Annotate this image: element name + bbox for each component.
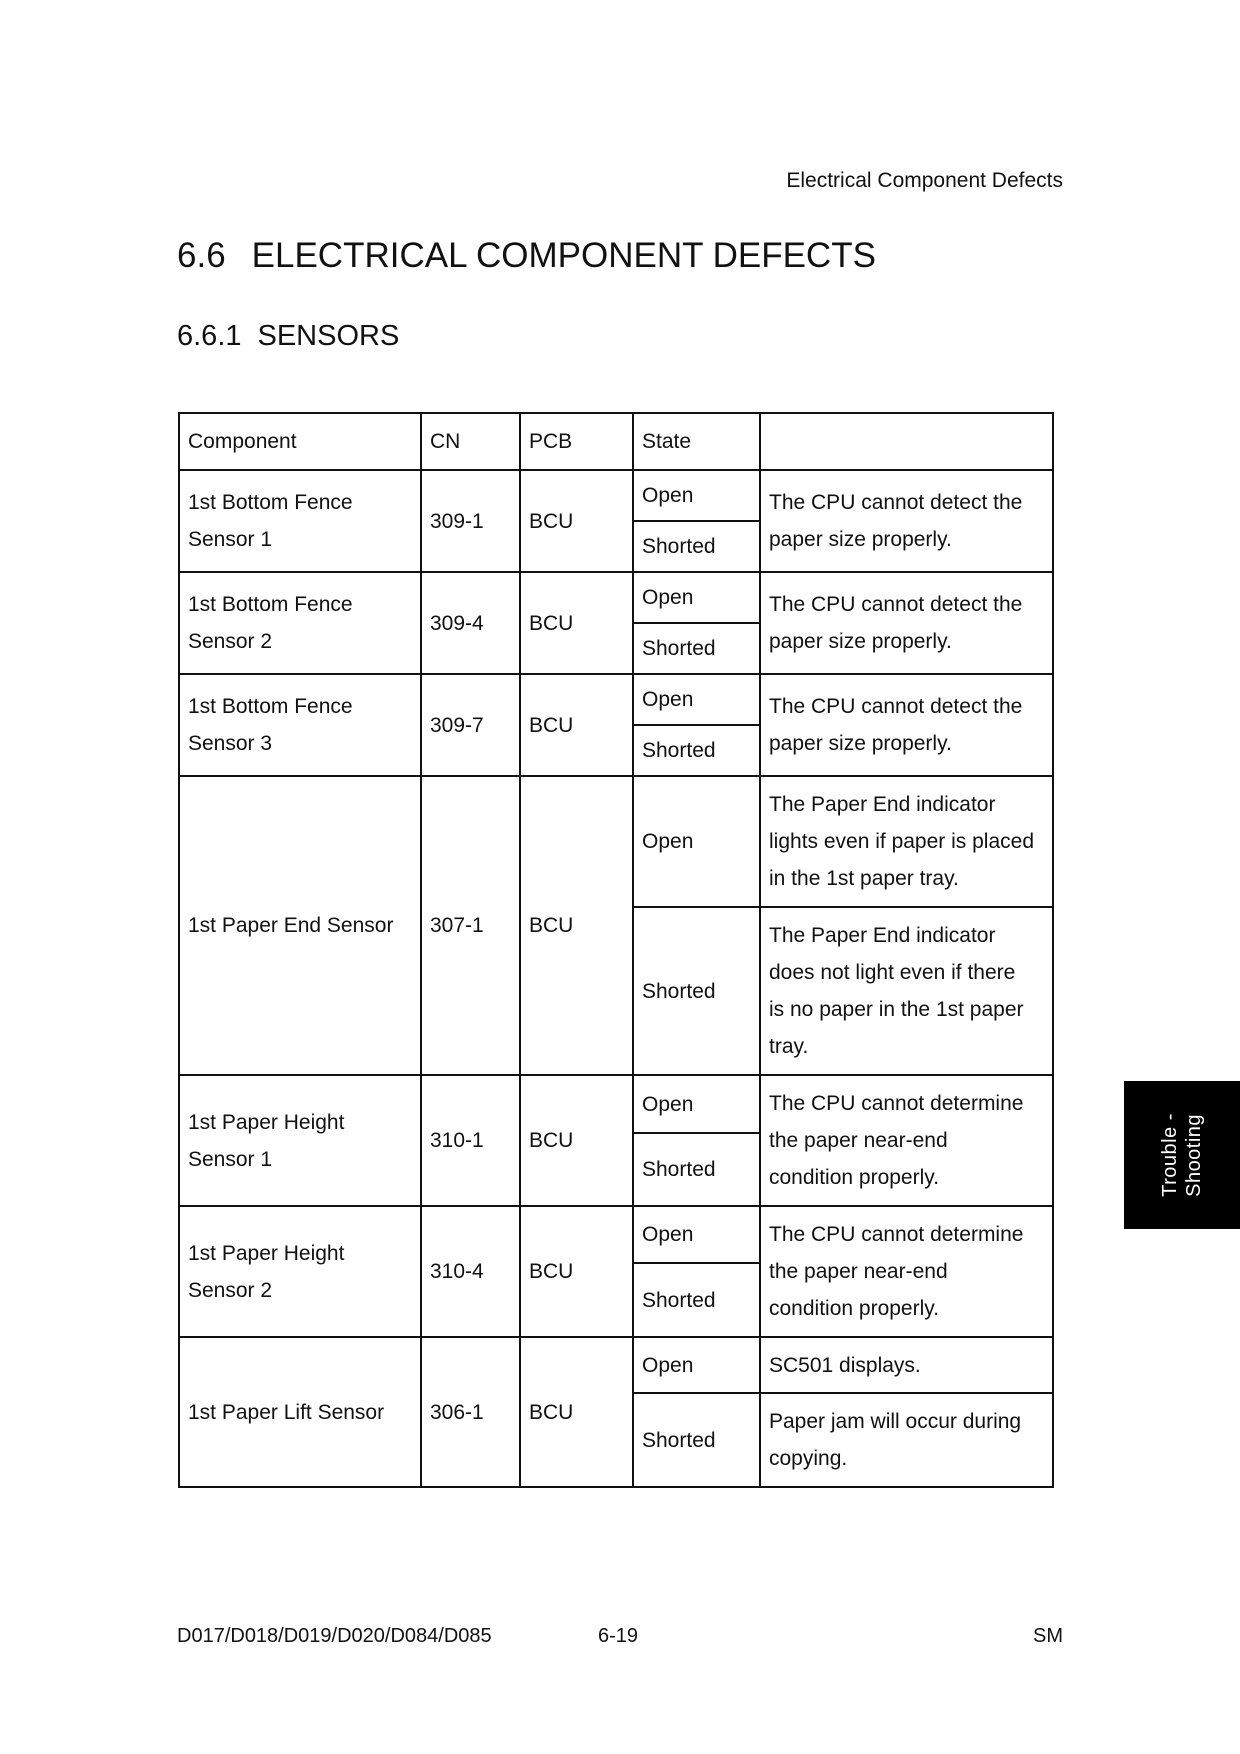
state-cell: Shorted [633,623,760,674]
component-line: Sensor 2 [188,1278,273,1302]
description-line: condition properly. [769,1297,940,1320]
state-cell: Shorted [633,1133,760,1206]
pcb-cell: BCU [520,470,633,572]
description-line: tray. [769,1035,809,1058]
section-title [177,236,876,276]
component-cell [179,572,421,674]
component-line: Sensor 1 [188,1147,273,1171]
state-cell: Open [633,1337,760,1393]
description-line: The CPU cannot determine [769,1092,1024,1115]
cn-cell: 310-4 [421,1206,520,1337]
footer-page-number: 6-19 [598,1625,639,1647]
description-line: The CPU cannot detect the [769,695,1023,718]
footer-model-numbers: D017/D018/D019/D020/D084/D085 [177,1625,492,1647]
description-line: The CPU cannot determine [769,1223,1024,1246]
description-line: the paper near-end [769,1260,948,1283]
description-cell: SC501 displays. [760,1337,1053,1393]
state-cell: Shorted [633,521,760,572]
component-cell [179,1206,421,1337]
component-line: Sensor 2 [188,630,273,653]
component-line: Sensor 1 [188,528,273,551]
description-line: paper size properly. [769,528,952,551]
header-description [760,413,1053,470]
cn-cell: 310-1 [421,1075,520,1206]
table-row [179,1206,1053,1263]
chapter-tab-line: Trouble - [1158,1113,1181,1197]
cn-cell: 309-7 [421,674,520,776]
header-state: State [633,413,760,470]
component-line: 1st Bottom Fence [188,593,353,616]
cn-cell: 309-1 [421,470,520,572]
header-pcb: PCB [520,413,633,470]
description-line: condition properly. [769,1166,940,1189]
pcb-cell: BCU [520,776,633,1075]
description-cell [760,776,1053,907]
description-cell [760,907,1053,1075]
table-header-row [179,413,1053,470]
running-head: Electrical Component Defects [786,169,1063,192]
footer-manual-code: SM [1033,1625,1063,1647]
cn-cell: 306-1 [421,1337,520,1487]
sensors-table [178,412,1054,1488]
state-cell: Shorted [633,1393,760,1487]
component-cell [179,470,421,572]
description-line: The Paper End indicator [769,924,996,947]
table-row [179,1075,1053,1133]
description-cell [760,1075,1053,1206]
description-cell [760,1206,1053,1337]
state-cell: Shorted [633,907,760,1075]
description-line: The CPU cannot detect the [769,491,1023,514]
component-cell [179,674,421,776]
component-line: Sensor 3 [188,732,273,755]
state-cell: Open [633,572,760,623]
description-cell [760,674,1053,776]
pcb-cell: BCU [520,572,633,674]
component-line: 1st Paper Height [188,1241,345,1265]
state-cell: Shorted [633,1263,760,1337]
table-row [179,470,1053,521]
header-component: Component [179,413,421,470]
description-line: The Paper End indicator [769,793,996,816]
pcb-cell: BCU [520,1075,633,1206]
component-cell: 1st Paper Lift Sensor [179,1337,421,1487]
section-number: 6.6 [177,236,226,275]
description-cell [760,470,1053,572]
chapter-tab-label [1158,1113,1206,1197]
component-cell [179,1075,421,1206]
component-cell: 1st Paper End Sensor [179,776,421,1075]
subsection-title [177,320,399,353]
description-line: the paper near-end [769,1129,948,1152]
description-line: is no paper in the 1st paper [769,998,1024,1021]
description-line: paper size properly. [769,630,952,653]
state-cell: Open [633,674,760,725]
description-line: Paper jam will occur during [769,1410,1022,1433]
pcb-cell: BCU [520,1337,633,1487]
subsection-title-text: SENSORS [257,320,400,352]
table-row [179,674,1053,725]
state-cell: Open [633,470,760,521]
section-title-text: ELECTRICAL COMPONENT DEFECTS [251,236,876,275]
description-cell [760,572,1053,674]
pcb-cell: BCU [520,674,633,776]
description-line: lights even if paper is placed [769,830,1034,853]
header-cn: CN [421,413,520,470]
description-line: paper size properly. [769,732,952,755]
state-cell: Open [633,1206,760,1263]
table-row [179,776,1053,907]
description-cell [760,1393,1053,1487]
table-row [179,1337,1053,1393]
description-line: copying. [769,1447,848,1470]
table-row [179,572,1053,623]
component-line: 1st Bottom Fence [188,491,353,514]
description-line: The CPU cannot detect the [769,593,1023,616]
state-cell: Open [633,776,760,907]
state-cell: Open [633,1075,760,1133]
description-line: in the 1st paper tray. [769,867,959,890]
state-cell: Shorted [633,725,760,776]
cn-cell: 307-1 [421,776,520,1075]
subsection-number: 6.6.1 [177,320,242,352]
chapter-tab [1124,1081,1240,1229]
cn-cell: 309-4 [421,572,520,674]
description-line: does not light even if there [769,961,1016,984]
pcb-cell: BCU [520,1206,633,1337]
component-line: 1st Paper Height [188,1110,345,1134]
component-line: 1st Bottom Fence [188,695,353,718]
chapter-tab-line: Shooting [1182,1113,1205,1197]
